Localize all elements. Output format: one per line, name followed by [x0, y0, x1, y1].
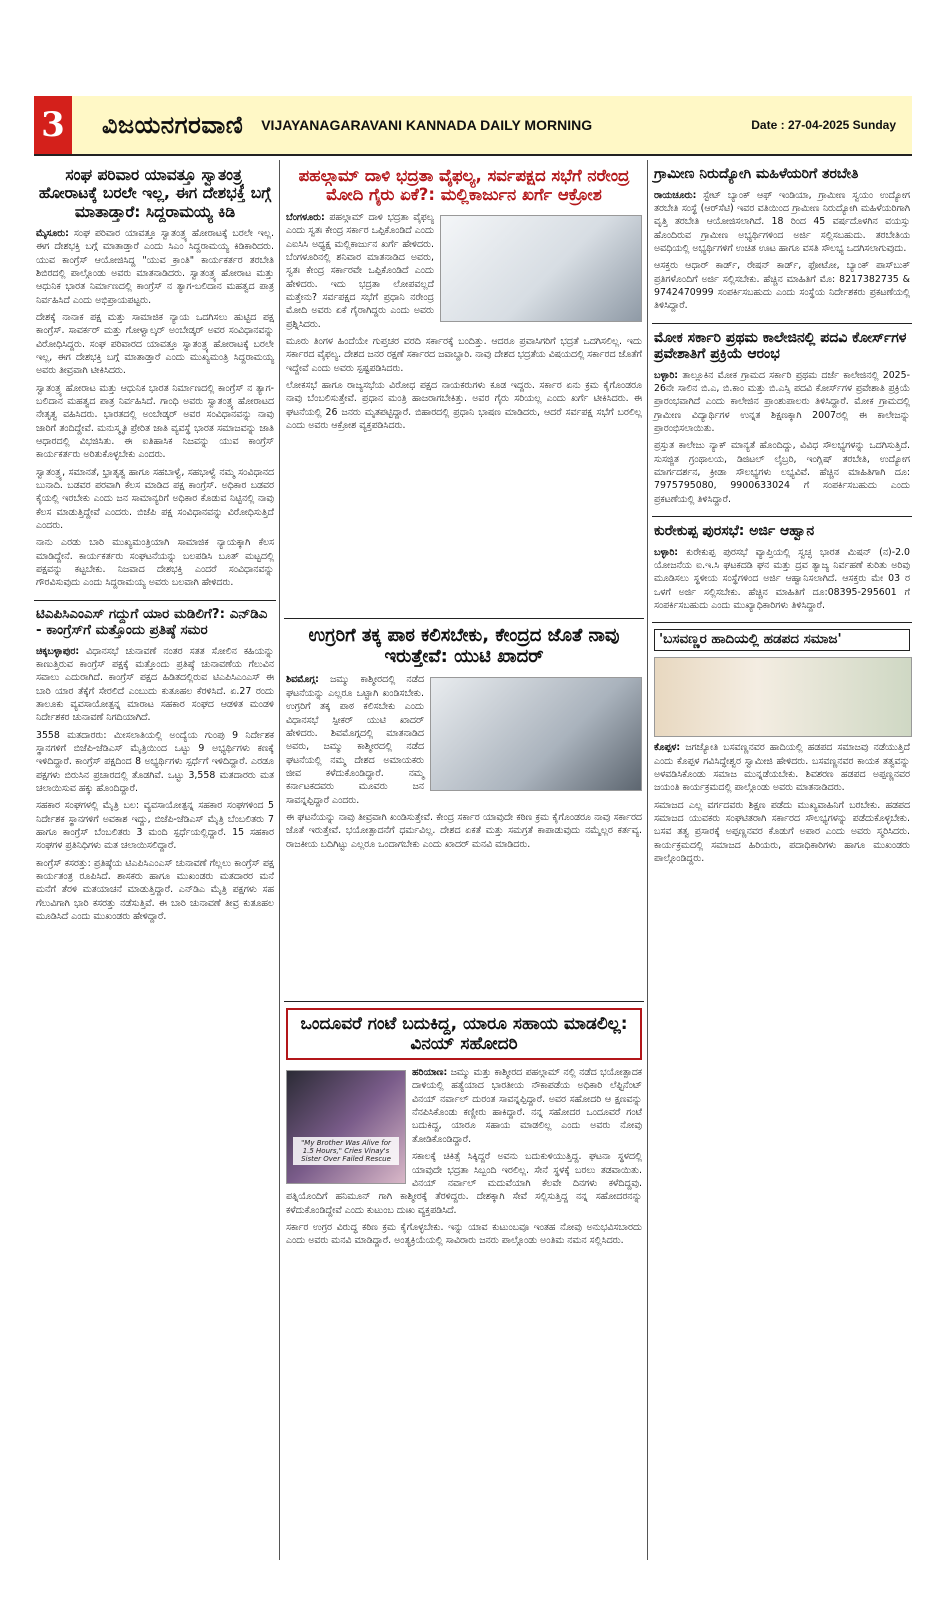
article-body: ಲೋಕಸಭೆ ಹಾಗೂ ರಾಜ್ಯಸಭೆಯ ವಿರೋಧ ಪಕ್ಷದ ನಾಯಕರುಗಳು ಕೂಡ ಇದ್ದರು. ಸರ್ಕಾರ ಏನು ಕ್ರಮ ಕೈಗೊಂಡರೂ ನಾವು ಬೆಂಬಲಿಸುತ್ತೇವೆ. ಪ್ರಧಾನ ಮಂತ್ರಿ ಹಾಜರಾಗಬೇಕಿತ್ತು. ಅವರ ಗೈರು ಸರಿಯಲ್ಲ ಎಂದು ಖರ್ಗೆ ಟೀಕಿಸಿದರು. ಈ ಘಟನೆಯಲ್ಲಿ 26 ಜನರು ಮೃತಪಟ್ಟಿದ್ದಾರೆ. ಬಿಹಾರದಲ್ಲಿ ಪ್ರಧಾನಿ ಭಾಷಣ ಮಾಡಿದರು, ಆದರೆ ಸರ್ವಪಕ್ಷ ಸಭೆಗೆ ಬರಲಿಲ್ಲ ಎಂದು ಅವರು ಆಕ್ರೋಶ ವ್ಯಕ್ತಪಡಿಸಿದರು. — [286, 380, 642, 432]
article-body: ವಿಧಾನಸಭೆ ಚುನಾವಣೆ ನಂತರ ಸತತ ಸೋಲಿನ ಕಹಿಯನ್ನು ಕಾಣುತ್ತಿರುವ ಕಾಂಗ್ರೆಸ್ ಪಕ್ಷಕ್ಕೆ ಮತ್ತೊಂದು ಪ್ರತಿಷ್ಠೆ ಚುನಾವಣೆಯ ಗೆಲುವಿನ ಸವಾಲು ಎದುರಾಗಿದೆ. ಕಾಂಗ್ರೆಸ್ ಪಕ್ಷದ ಹಿಡಿತದಲ್ಲಿರುವ ಟಿಎಪಿಸಿಎಂಎಸ್ ಈ ಬಾರಿ ಯಾರ ತೆಕ್ಕೆಗೆ ಸೇರಲಿದೆ ಎಂಬುದು ಕುತೂಹಲ ಕೆರಳಿಸಿದೆ. ಏ.27 ರಂದು ತಾಲೂಕು ವ್ಯವಸಾಯೋತ್ಪನ್ನ ಮಾರಾಟ ಸಹಕಾರ ಸಂಘದ ಆಡಳಿತ ಮಂಡಳಿ ನಿರ್ದೇಶಕರ ಚುನಾವಣೆ ನಿಗದಿಯಾಗಿದೆ. — [36, 645, 274, 724]
article-headline: ಒಂದೂವರೆ ಗಂಟೆ ಬದುಕಿದ್ದ, ಯಾರೂ ಸಹಾಯ ಮಾಡಲಿಲ್ಲ: ವಿನಯ್ ಸಹೋದರಿ — [286, 1008, 642, 1060]
article-headline: ಮೋಕ ಸರ್ಕಾರಿ ಪ್ರಥಮ ಕಾಲೇಜಿನಲ್ಲಿ ಪದವಿ ಕೋರ್ಸ್‌ಗಳ ಪ್ರವೇಶಾತಿಗೆ ಪ್ರಕ್ರಿಯೆ ಆರಂಭ — [654, 329, 907, 363]
article-body: ಜಮ್ಮು ಕಾಶ್ಮೀರದಲ್ಲಿ ನಡೆದ ಘಟನೆಯನ್ನು ಎಲ್ಲರೂ ಒಟ್ಟಾಗಿ ಖಂಡಿಸಬೇಕು. ಉಗ್ರರಿಗೆ ತಕ್ಕ ಪಾಠ ಕಲಿಸಬೇಕು ಎಂದು ವಿಧಾನಸಭೆ ಸ್ಪೀಕರ್ ಯುಟಿ ಖಾದರ್ ಹೇಳಿದರು. ಶಿವಮೊಗ್ಗದಲ್ಲಿ ಮಾತನಾಡಿದ ಅವರು, ಜಮ್ಮು ಕಾಶ್ಮೀರದಲ್ಲಿ ನಡೆದ ಘಟನೆಯಲ್ಲಿ ನಮ್ಮ ದೇಶದ ಅಮಾಯಕರು ಜೀವ ಕಳೆದುಕೊಂಡಿದ್ದಾರೆ. ನಮ್ಮ ಕರ್ನಾಟಕದವರು ಮೂವರು ಜನ ಸಾವನ್ನಪ್ಪಿದ್ದಾರೆ ಎಂದರು. — [286, 674, 424, 806]
article-siddaramaiah — [34, 160, 276, 601]
newspaper-title-kannada: ವಿಜಯನಗರವಾಣಿ — [102, 111, 244, 139]
article-body: ಸ್ಟೇಟ್ ಬ್ಯಾಂಕ್ ಆಫ್ ಇಂಡಿಯಾ, ಗ್ರಾಮೀಣ ಸ್ವಯಂ ಉದ್ಯೋಗ ತರಬೇತಿ ಸಂಸ್ಥೆ (ಆರ್‌ಸೆಟಿ) ಇವರ ವತಿಯಿಂದ ಗ್ರಾಮೀಣ ನಿರುದ್ಯೋಗಿ ಮಹಿಳೆಯರಿಗಾಗಿ ವೃತ್ತಿ ತರಬೇತಿ ಆಯೋಜಿಸಲಾಗಿದೆ. 18 ರಿಂದ 45 ವರ್ಷದೊಳಗಿನ ವಯಸ್ಸು ಹೊಂದಿರುವ ಗ್ರಾಮೀಣ ಅಭ್ಯರ್ಥಿಗಳಿಂದ ಅರ್ಜಿ ಸಲ್ಲಿಸಬಹುದು. ತರಬೇತಿಯ ಅವಧಿಯಲ್ಲಿ ಅಭ್ಯರ್ಥಿಗಳಿಗೆ ಉಚಿತ ಊಟ ಹಾಗೂ ವಸತಿ ಸೌಲಭ್ಯ ಒದಗಿಸಲಾಗುವುದು. — [654, 189, 910, 254]
article-kharge — [284, 160, 644, 619]
photo-caption: "My Brother Was Alive for 1.5 Hours," Cries Vinay's Sister Over Failed Rescue — [293, 1137, 399, 1165]
column-divider — [647, 160, 648, 1560]
article-headline: ಕುರೇಕುಪ್ಪ ಪುರಸಭೆ: ಅರ್ಜಿ ಆಹ್ವಾನ — [654, 523, 815, 540]
article-body: ಸಕಾಲಕ್ಕೆ ಚಿಕಿತ್ಸೆ ಸಿಕ್ಕಿದ್ದರೆ ಅವನು ಬದುಕುಳಿಯುತ್ತಿದ್ದ. ಘಟನಾ ಸ್ಥಳದಲ್ಲಿ ಯಾವುದೇ ಭದ್ರತಾ ಸಿಬ್ಬಂದಿ ಇರಲಿಲ್ಲ. ಸೇನೆ ಸ್ಥಳಕ್ಕೆ ಬರಲು ತಡವಾಯಿತು. ವಿನಯ್ ನರ್ವಾಲ್ ಮದುವೆಯಾಗಿ ಕೆಲವೇ ದಿನಗಳು ಕಳೆದಿದ್ದವು. ಪತ್ನಿಯೊಂದಿಗೆ ಹನಿಮೂನ್ ಗಾಗಿ ಕಾಶ್ಮೀರಕ್ಕೆ ತೆರಳಿದ್ದರು. ದೇಶಕ್ಕಾಗಿ ಸೇವೆ ಸಲ್ಲಿಸುತ್ತಿದ್ದ ನನ್ನ ಸಹೋದರನನ್ನು ಕಳೆದುಕೊಂಡಿದ್ದೇವೆ ಎಂದು ಕುಟುಂಬ ದುಃಖ ವ್ಯಕ್ತಪಡಿಸಿದೆ. — [286, 1151, 642, 1216]
article-body: ಸಹಕಾರ ಸಂಘಗಳಲ್ಲಿ ಮೈತ್ರಿ ಬಲ: ವ್ಯವಸಾಯೋತ್ಪನ್ನ ಸಹಕಾರ ಸಂಘಗಳಿಂದ 5 ನಿರ್ದೇಶಕ ಸ್ಥಾನಗಳಿಗೆ ಅವಕಾಶ ಇದ್ದು, ಬಿಜೆಪಿ-ಜೆಡಿಎಸ್ ಮೈತ್ರಿ ಬೆಂಬಲಿತರು 7 ಹಾಗೂ ಕಾಂಗ್ರೆಸ್ ಬೆಂಬಲಿತರು 3 ಮಂದಿ ಸ್ಪರ್ಧೆಯಲ್ಲಿದ್ದಾರೆ. 15 ಸಹಕಾರ ಸಂಘಗಳ ಪ್ರತಿನಿಧಿಗಳು ಮತ ಚಲಾಯಿಸಲಿದ್ದಾರೆ. — [36, 800, 274, 852]
event-photo — [654, 657, 912, 737]
article-body: ಸಮಾಜದ ಎಲ್ಲ ವರ್ಗದವರು ಶಿಕ್ಷಣ ಪಡೆದು ಮುಖ್ಯವಾಹಿನಿಗೆ ಬರಬೇಕು. ಹಡಪದ ಸಮಾಜದ ಯುವಕರು ಸಂಘಟಿತರಾಗಿ ಸರ್ಕಾರದ ಸೌಲಭ್ಯಗಳನ್ನು ಪಡೆದುಕೊಳ್ಳಬೇಕು. ಬಸವ ತತ್ವ ಪ್ರಸಾರಕ್ಕೆ ಅಪ್ಪಣ್ಣನವರ ಕೊಡುಗೆ ಅಪಾರ ಎಂದು ಅವರು ಸ್ಮರಿಸಿದರು. ಕಾರ್ಯಕ್ರಮದಲ್ಲಿ ಸಮಾಜದ ಹಿರಿಯರು, ಪದಾಧಿಕಾರಿಗಳು ಹಾಗೂ ಮುಖಂಡರು ಪಾಲ್ಗೊಂಡಿದ್ದರು. — [654, 799, 910, 864]
article-tapcms — [34, 601, 276, 934]
article-body: ಜಮ್ಮು ಮತ್ತು ಕಾಶ್ಮೀರದ ಪಹಲ್ಗಾಮ್ ನಲ್ಲಿ ನಡೆದ ಭಯೋತ್ಪಾದಕ ದಾಳಿಯಲ್ಲಿ ಹತ್ಯೆಯಾದ ಭಾರತೀಯ ನೌಕಾಪಡೆಯ ಅಧಿಕಾರಿ ಲೆಫ್ಟಿನೆಂಟ್ ವಿನಯ್ ನರ್ವಾಲ್ ದುರಂತ ಸಾವನ್ನಪ್ಪಿದ್ದಾರೆ. ಅವರ ಸಹೋದರಿ ಆ ಕ್ಷಣವನ್ನು ನೆನಪಿಸಿಕೊಂಡು ಕಣ್ಣೀರು ಹಾಕಿದ್ದಾರೆ. ನನ್ನ ಸಹೋದರ ಒಂದೂವರೆ ಗಂಟೆ ಬದುಕಿದ್ದ, ಯಾರೂ ಸಹಾಯ ಮಾಡಲಿಲ್ಲ ಎಂದು ಅವರು ನೋವು ತೋಡಿಕೊಂಡಿದ್ದಾರೆ. — [412, 1067, 642, 1145]
dateline: ಚಿಕ್ಕಬಳ್ಳಾಪುರ: — [36, 645, 80, 657]
article-headline: ಗ್ರಾಮೀಣ ನಿರುದ್ಯೋಗಿ ಮಹಿಳೆಯರಿಗೆ ತರಬೇತಿ — [654, 166, 859, 182]
article-body: ಸಂಘ ಪರಿವಾರ ಯಾವತ್ತೂ ಸ್ವಾತಂತ್ರ್ಯ ಹೋರಾಟಕ್ಕೆ ಬರಲೇ ಇಲ್ಲ. ಈಗ ದೇಶಭಕ್ತಿ ಬಗ್ಗೆ ಮಾತಾಡ್ತಾರೆ ಎಂದು ಸಿಎಂ ಸಿದ್ದರಾಮಯ್ಯ ಕಿಡಿಕಾರಿದರು. ಯುವ ಕಾಂಗ್ರೆಸ್ ಆಯೋಜಿಸಿದ್ದ "ಯುವ ಕ್ರಾಂತಿ" ಕಾರ್ಯಕರ್ತರ ತರಬೇತಿ ಶಿಬಿರದಲ್ಲಿ ಪಾಲ್ಗೊಂಡು ಅವರು ಮಾತನಾಡಿದರು. ಸ್ವಾತಂತ್ರ್ಯ ಹೋರಾಟ ಮತ್ತು ಆಧುನಿಕ ಭಾರತ ನಿರ್ಮಾಣದಲ್ಲಿ ಕಾಂಗ್ರೆಸ್ ನ ತ್ಯಾಗ-ಬಲಿದಾನ ಮಹತ್ವದ ಪಾತ್ರ ನಿರ್ವಹಿಸಿದೆ ಎಂದು ಅಭಿಪ್ರಾಯಪಟ್ಟರು. — [36, 227, 274, 306]
article-body: ಸ್ವಾತಂತ್ರ್ಯ ಹೋರಾಟ ಮತ್ತು ಆಧುನಿಕ ಭಾರತ ನಿರ್ಮಾಣದಲ್ಲಿ ಕಾಂಗ್ರೆಸ್ ನ ತ್ಯಾಗ-ಬಲಿದಾನ ಮಹತ್ವದ ಪಾತ್ರ ನಿರ್ವಹಿಸಿದೆ. ಗಾಂಧಿ ಅವರು ಸ್ವಾತಂತ್ರ್ಯ ಹೋರಾಟದ ನೇತೃತ್ವ ವಹಿಸಿದರು. ಭಾರತದಲ್ಲಿ ಅಂಬೇಡ್ಕರ್ ಅವರ ಸಂವಿಧಾನವನ್ನು ನಾವು ಜಾರಿಗೆ ತಂದಿದ್ದೇವೆ. ಮನುಸ್ಮೃತಿ ಪ್ರೇರಿತ ಜಾತಿ ವ್ಯವಸ್ಥೆ ಭಾರತ ಸಮಾಜವನ್ನು ಜಾತಿ ಆಧಾರದಲ್ಲಿ ವಿಭಜಿಸಿತು. ಈ ಐತಿಹಾಸಿಕ ನಿಜವನ್ನು ಯುವ ಕಾಂಗ್ರೆಸ್ ಕಾರ್ಯಕರ್ತರು ಅರಿತುಕೊಳ್ಳಬೇಕು ಎಂದರು. — [36, 382, 274, 461]
article-headline: ಪಹಲ್ಗಾಮ್ ದಾಳಿ ಭದ್ರತಾ ವೈಫಲ್ಯ, ಸರ್ವಪಕ್ಷದ ಸಭೆಗೆ ನರೇಂದ್ರ ಮೋದಿ ಗೈರು ಏಕೆ?: ಮಲ್ಲಿಕಾರ್ಜುನ ಖರ್ಗೆ ಆಕ್ರೋಶ — [298, 166, 630, 205]
article-body: 3558 ಮತದಾರರು: ಮೀಸಲಾತಿಯಲ್ಲಿ ಅಂದ್ಯೆಯ ಗುಂಪು 9 ನಿರ್ದೇಶಕ ಸ್ಥಾನಗಳಿಗೆ ಬಿಜೆಪಿ-ಜೆಡಿಎಸ್ ಮೈತ್ರಿಯಿಂದ ಒಟ್ಟು 9 ಅಭ್ಯರ್ಥಿಗಳು ಕಣಕ್ಕೆ ಇಳಿದಿದ್ದಾರೆ. ಕಾಂಗ್ರೆಸ್ ಪಕ್ಷದಿಂದ 8 ಅಭ್ಯರ್ಥಿಗಳು ಸ್ಪರ್ಧೆಗೆ ಇಳಿದಿದ್ದಾರೆ. ಎರಡೂ ಪಕ್ಷಗಳು ಬಿರುಸಿನ ಪ್ರಚಾರದಲ್ಲಿ ತೊಡಗಿವೆ. ಒಟ್ಟು 3,558 ಮತದಾರರು ಮತ ಚಲಾಯಿಸುವ ಹಕ್ಕು ಹೊಂದಿದ್ದಾರೆ. — [36, 729, 274, 795]
column-right — [652, 160, 912, 1560]
article-headline: ಸಂಘ ಪರಿವಾರ ಯಾವತ್ತೂ ಸ್ವಾತಂತ್ರ್ಯ ಹೋರಾಟಕ್ಕೆ ಬರಲೇ ಇಲ್ಲ, ಈಗ ದೇಶಭಕ್ತಿ ಬಗ್ಗೆ ಮಾತಾಡ್ತಾರೆ: ಸಿದ್ದರಾಮಯ್ಯ ಕಿಡಿ — [38, 166, 272, 221]
article-body: ಕಾಂಗ್ರೆಸ್ ಕಸರತ್ತು: ಪ್ರತಿಷ್ಠೆಯ ಟಿಎಪಿಸಿಎಂಎಸ್ ಚುನಾವಣೆ ಗೆಲ್ಲಲು ಕಾಂಗ್ರೆಸ್ ಪಕ್ಷ ಕಾರ್ಯತಂತ್ರ ರೂಪಿಸಿದೆ. ಶಾಸಕರು ಹಾಗೂ ಮುಖಂಡರು ಮತದಾರರ ಮನೆ ಮನೆಗೆ ತೆರಳಿ ಮತಯಾಚನೆ ಮಾಡುತ್ತಿದ್ದಾರೆ. ಎನ್‌ಡಿಎ ಮೈತ್ರಿ ಪಕ್ಷಗಳು ಸಹ ಗೆಲುವಿಗಾಗಿ ಭಾರಿ ಕಸರತ್ತು ನಡೆಸುತ್ತಿವೆ. ಈ ಬಾರಿ ಚುನಾವಣೆ ತೀವ್ರ ಕುತೂಹಲ ಮೂಡಿಸಿದೆ ಎಂದು ಮುಖಂಡರು ಹೇಳಿದ್ದಾರೆ. — [36, 857, 274, 923]
article-body: ಮೂರು ತಿಂಗಳ ಹಿಂದೆಯೇ ಗುಪ್ತಚರ ವರದಿ ಸರ್ಕಾರಕ್ಕೆ ಬಂದಿತ್ತು. ಆದರೂ ಪ್ರವಾಸಿಗರಿಗೆ ಭದ್ರತೆ ಒದಗಿಸಲಿಲ್ಲ. ಇದು ಸರ್ಕಾರದ ವೈಫಲ್ಯ. ದೇಶದ ಜನರ ರಕ್ಷಣೆ ಸರ್ಕಾರದ ಜವಾಬ್ದಾರಿ. ನಾವು ದೇಶದ ಭದ್ರತೆಯ ವಿಷಯದಲ್ಲಿ ಸರ್ಕಾರದ ಜೊತೆಗೆ ಇದ್ದೇವೆ ಎಂದು ಅವರು ಸ್ಪಷ್ಟಪಡಿಸಿದರು. — [286, 336, 642, 374]
article-kurekuppa — [652, 517, 912, 623]
dateline: ರಾಯಚೂರು: — [654, 189, 697, 201]
article-moka-college — [652, 324, 912, 517]
dateline: ಕೊಪ್ಪಳ: — [654, 742, 681, 754]
article-vinay — [284, 1002, 644, 1258]
page-number: 3 — [34, 96, 72, 154]
column-center — [284, 160, 644, 1560]
dateline: ಬಳ್ಳಾರಿ: — [654, 546, 679, 558]
masthead — [34, 96, 912, 156]
article-headline: ಉಗ್ರರಿಗೆ ತಕ್ಕ ಪಾಠ ಕಲಿಸಬೇಕು, ಕೇಂದ್ರದ ಜೊತೆ ನಾವು ಇರುತ್ತೇವೆ: ಯುಟಿ ಖಾದರ್ — [308, 625, 620, 668]
dateline: ಶಿವಮೊಗ್ಗ: — [286, 674, 319, 686]
article-body: ದೇಶಕ್ಕೆ ನಾನಾಕ ಪಕ್ಷ ಮತ್ತು ಸಾಮಾಜಿಕ ನ್ಯಾಯ ಒದಗಿಸಲು ಹುಟ್ಟಿದ ಪಕ್ಷ ಕಾಂಗ್ರೆಸ್. ಸಾವರ್ಕರ್ ಮತ್ತು ಗೋಳ್ವಾಲ್ಕರ್ ಅಂಬೇಡ್ಕರ್ ಅವರ ಸಂವಿಧಾನವನ್ನು ವಿರೋಧಿಸಿದ್ದರು. ಸಂಘ ಪರಿವಾರದ ಯಾವತ್ತೂ ಸ್ವಾತಂತ್ರ್ಯ ಹೋರಾಟಕ್ಕೆ ಬರಲೇ ಇಲ್ಲ, ಈಗ ದೇಶಭಕ್ತಿ ಬಗ್ಗೆ ಮಾತಾಡ್ತಾರೆ ಎಂದು ಮುಖ್ಯಮಂತ್ರಿ ಸಿದ್ದರಾಮಯ್ಯ ಅವರು ತೀವ್ರವಾಗಿ ಟೀಕಿಸಿದರು. — [36, 311, 274, 377]
article-khader — [284, 619, 644, 1002]
issue-date: Date : 27-04-2025 Sunday — [751, 118, 896, 132]
dateline: ಬೆಂಗಳೂರು: — [286, 211, 325, 223]
article-hadapada — [652, 623, 912, 875]
newspaper-title-english: VIJAYANAGARAVANI KANNADA DAILY MORNING — [261, 117, 593, 133]
dateline: ಹರಿಯಾಣ: — [412, 1067, 448, 1079]
column-divider — [279, 160, 280, 1560]
article-body: ಈ ಘಟನೆಯನ್ನು ನಾವು ತೀವ್ರವಾಗಿ ಖಂಡಿಸುತ್ತೇವೆ. ಕೇಂದ್ರ ಸರ್ಕಾರ ಯಾವುದೇ ಕಠಿಣ ಕ್ರಮ ಕೈಗೊಂಡರೂ ನಾವು ಸರ್ಕಾರದ ಜೊತೆ ಇರುತ್ತೇವೆ. ಭಯೋತ್ಪಾದನೆಗೆ ಧರ್ಮವಿಲ್ಲ. ದೇಶದ ಏಕತೆ ಮತ್ತು ಸಮಗ್ರತೆ ಕಾಪಾಡುವುದು ನಮ್ಮೆಲ್ಲರ ಕರ್ತವ್ಯ. ರಾಜಕೀಯ ಬದಿಗಿಟ್ಟು ಎಲ್ಲರೂ ಒಂದಾಗಬೇಕು ಎಂದು ಖಾದರ್ ಮನವಿ ಮಾಡಿದರು. — [286, 811, 642, 850]
dateline: ಮೈಸೂರು: — [36, 227, 69, 239]
article-women-training — [652, 160, 912, 324]
article-body: ಸ್ವಾತಂತ್ರ್ಯ, ಸಮಾನತೆ, ಭ್ರಾತೃತ್ವ ಹಾಗೂ ಸಹಬಾಳ್ವೆ, ಸಹಭಾಳ್ವೆ ನಮ್ಮ ಸಂವಿಧಾನದ ಬುನಾದಿ. ಬಡವರ ಪರವಾಗಿ ಕೆಲಸ ಮಾಡಿದ ಪಕ್ಷ ಕಾಂಗ್ರೆಸ್. ಅಧಿಕಾರ ಬಡವರ ಕೈಯಲ್ಲಿ ಇರಬೇಕು ಎಂದು ಜನ ಸಾಮಾನ್ಯರಿಗೆ ಅಧಿಕಾರ ಕೊಡುವ ನಿಟ್ಟಿನಲ್ಲಿ ನಾವು ಕೆಲಸ ಮಾಡುತ್ತಿದ್ದೇವೆ ಎಂದರು. ಬಿಜೆಪಿ ಪಕ್ಷ ಸಂವಿಧಾನವನ್ನು ವಿರೋಧಿಸುತ್ತಿದೆ ಎಂದರು. — [36, 466, 274, 532]
article-body: ಪಹಲ್ಗಾಮ್ ದಾಳಿ ಭದ್ರತಾ ವೈಫಲ್ಯ ಎಂದು ಸ್ವತಃ ಕೇಂದ್ರ ಸರ್ಕಾರ ಒಪ್ಪಿಕೊಂಡಿದೆ ಎಂದು ಎಐಸಿಸಿ ಅಧ್ಯಕ್ಷ ಮಲ್ಲಿಕಾರ್ಜುನ ಖರ್ಗೆ ಹೇಳಿದರು. ಬೆಂಗಳೂರಿನಲ್ಲಿ ಶನಿವಾರ ಮಾತನಾಡಿದ ಅವರು, ಸ್ವತಃ ಕೇಂದ್ರ ಸರ್ಕಾರವೇ ಒಪ್ಪಿಕೊಂಡಿದೆ ಎಂದು ಹೇಳಿದರು. ಇದು ಭದ್ರತಾ ಲೋಪವಲ್ಲದೆ ಮತ್ತೇನು? ಸರ್ವಪಕ್ಷದ ಸಭೆಗೆ ಪ್ರಧಾನಿ ನರೇಂದ್ರ ಮೋದಿ ಅವರು ಏಕೆ ಗೈರಾಗಿದ್ದರು ಎಂದು ಅವರು ಪ್ರಶ್ನಿಸಿದರು. — [286, 211, 434, 330]
kharge-photo — [440, 215, 642, 322]
article-headline: ಟಿಎಪಿಸಿಎಂಎಸ್ ಗದ್ದುಗೆ ಯಾರ ಮಡಿಲಿಗೆ?: ಎನ್‌ಡಿಎ - ಕಾಂಗ್ರೆಸ್‌ಗೆ ಮತ್ತೊಂದು ಪ್ರತಿಷ್ಠೆ ಸಮರ — [36, 605, 268, 638]
article-body: ಕುರೇಕುಪ್ಪ ಪುರಸಭೆ ವ್ಯಾಪ್ತಿಯಲ್ಲಿ ಸ್ವಚ್ಛ ಭಾರತ ಮಿಷನ್ (ನ)-2.0 ಯೋಜನೆಯ ಐ.ಇ.ಸಿ ಘಟಕದಡಿ ಘನ ಮತ್ತು ದ್ರವ ತ್ಯಾಜ್ಯ ನಿರ್ವಹಣೆ ಕುರಿತು ಅರಿವು ಮೂಡಿಸಲು ಸ್ಥಳೀಯ ಸಂಸ್ಥೆಗಳಿಂದ ಅರ್ಜಿ ಆಹ್ವಾನಿಸಲಾಗಿದೆ. ಆಸಕ್ತರು ಮೇ 03 ರ ಒಳಗೆ ಅರ್ಜಿ ಸಲ್ಲಿಸಬೇಕು. ಹೆಚ್ಚಿನ ಮಾಹಿತಿಗೆ ದೂ:08395-295601 ಗೆ ಸಂಪರ್ಕಿಸಬಹುದು ಎಂದು ಮುಖ್ಯಾಧಿಕಾರಿಗಳು ತಿಳಿಸಿದ್ದಾರೆ. — [654, 546, 911, 611]
article-body: ತಾಲ್ಲೂಕಿನ ಮೋಕ ಗ್ರಾಮದ ಸರ್ಕಾರಿ ಪ್ರಥಮ ದರ್ಜೆ ಕಾಲೇಜಿನಲ್ಲಿ 2025-26ನೇ ಸಾಲಿನ ಬಿ.ಎ, ಬಿ.ಕಾಂ ಮತ್ತು ಬಿ.ಎಸ್ಸಿ ಪದವಿ ಕೋರ್ಸ್‌ಗಳ ಪ್ರವೇಶಾತಿ ಪ್ರಕ್ರಿಯೆ ಪ್ರಾರಂಭವಾಗಿದೆ ಎಂದು ಕಾಲೇಜಿನ ಪ್ರಾಂಶುಪಾಲರು ತಿಳಿಸಿದ್ದಾರೆ. ಮೋಕ ಗ್ರಾಮದಲ್ಲಿ ಗ್ರಾಮೀಣ ವಿದ್ಯಾರ್ಥಿಗಳ ಉನ್ನತ ಶಿಕ್ಷಣಕ್ಕಾಗಿ 2007ರಲ್ಲಿ ಈ ಕಾಲೇಜನ್ನು ಪ್ರಾರಂಭಿಸಲಾಯಿತು. — [654, 369, 910, 435]
dateline: ಬಳ್ಳಾರಿ: — [654, 369, 679, 381]
column-left — [34, 160, 276, 1560]
khader-photo — [430, 677, 642, 791]
article-headline: 'ಬಸವಣ್ಣರ ಹಾದಿಯಲ್ಲಿ ಹಡಪದ ಸಮಾಜ' — [654, 629, 910, 651]
article-body: ನಾನು ಎರಡು ಬಾರಿ ಮುಖ್ಯಮಂತ್ರಿಯಾಗಿ ಸಾಮಾಜಿಕ ನ್ಯಾಯಕ್ಕಾಗಿ ಕೆಲಸ ಮಾಡಿದ್ದೇನೆ. ಕಾರ್ಯಕರ್ತರು ಸಂಘಟನೆಯನ್ನು ಬಲಪಡಿಸಿ ಬೂತ್ ಮಟ್ಟದಲ್ಲಿ ಪಕ್ಷವನ್ನು ಕಟ್ಟಬೇಕು. ನಿಜವಾದ ದೇಶಭಕ್ತಿ ಎಂದರೆ ಸಂವಿಧಾನವನ್ನು ಗೌರವಿಸುವುದು ಎಂದು ಸಿದ್ದರಾಮಯ್ಯ ಅವರು ಬಲವಾಗಿ ಹೇಳಿದರು. — [36, 537, 274, 589]
article-body: ಆಸಕ್ತರು ಆಧಾರ್ ಕಾರ್ಡ್, ರೇಷನ್ ಕಾರ್ಡ್, ಫೋಟೋ, ಬ್ಯಾಂಕ್ ಪಾಸ್‌ಬುಕ್ ಪ್ರತಿಗಳೊಂದಿಗೆ ಅರ್ಜಿ ಸಲ್ಲಿಸಬೇಕು. ಹೆಚ್ಚಿನ ಮಾಹಿತಿಗೆ ಮೊ: 8217382735 & 9742470999 ಸಂಪರ್ಕಿಸಬಹುದು ಎಂದು ಸಂಸ್ಥೆಯ ನಿರ್ದೇಶಕರು ಪ್ರಕಟಣೆಯಲ್ಲಿ ತಿಳಿಸಿದ್ದಾರೆ. — [654, 260, 910, 312]
article-body: ಪ್ರಸ್ತುತ ಕಾಲೇಜು ನ್ಯಾಕ್ ಮಾನ್ಯತೆ ಹೊಂದಿದ್ದು, ವಿವಿಧ ಸೌಲಭ್ಯಗಳನ್ನು ಒದಗಿಸುತ್ತಿದೆ. ಸುಸಜ್ಜಿತ ಗ್ರಂಥಾಲಯ, ಡಿಜಿಟಲ್ ಲೈಬ್ರರಿ, ಇಂಗ್ಲಿಷ್ ತರಬೇತಿ, ಉದ್ಯೋಗ ಮಾರ್ಗದರ್ಶನ, ಕ್ರೀಡಾ ಸೌಲಭ್ಯಗಳು ಲಭ್ಯವಿವೆ. ಹೆಚ್ಚಿನ ಮಾಹಿತಿಗಾಗಿ ದೂ: 7975795080, 9900633024 ಗೆ ಸಂಪರ್ಕಿಸಬಹುದು ಎಂದು ಪ್ರಕಟಣೆಯಲ್ಲಿ ತಿಳಿಸಿದ್ದಾರೆ. — [654, 440, 910, 505]
article-body: ಜಗಜ್ಯೋತಿ ಬಸವಣ್ಣನವರ ಹಾದಿಯಲ್ಲಿ ಹಡಪದ ಸಮಾಜವು ನಡೆಯುತ್ತಿದೆ ಎಂದು ಕೊಪ್ಪಳ ಗವಿಸಿದ್ಧೇಶ್ವರ ಸ್ವಾಮೀಜಿ ಹೇಳಿದರು. ಬಸವಣ್ಣನವರ ಕಾಯಕ ತತ್ವವನ್ನು ಅಳವಡಿಸಿಕೊಂಡು ಸಮಾಜ ಮುನ್ನಡೆಯಬೇಕು. ಶಿವಶರಣ ಹಡಪದ ಅಪ್ಪಣ್ಣನವರ ಜಯಂತಿ ಕಾರ್ಯಕ್ರಮದಲ್ಲಿ ಪಾಲ್ಗೊಂಡು ಅವರು ಮಾತನಾಡಿದರು. — [654, 742, 911, 794]
vinay-family-photo — [286, 1070, 406, 1184]
article-body: ಸರ್ಕಾರ ಉಗ್ರರ ವಿರುದ್ಧ ಕಠಿಣ ಕ್ರಮ ಕೈಗೊಳ್ಳಬೇಕು. ಇನ್ನು ಯಾವ ಕುಟುಂಬವೂ ಇಂತಹ ನೋವು ಅನುಭವಿಸಬಾರದು ಎಂದು ಅವರು ಮನವಿ ಮಾಡಿದ್ದಾರೆ. ಅಂತ್ಯಕ್ರಿಯೆಯಲ್ಲಿ ಸಾವಿರಾರು ಜನರು ಪಾಲ್ಗೊಂಡು ಅಂತಿಮ ನಮನ ಸಲ್ಲಿಸಿದರು. — [286, 1221, 642, 1247]
